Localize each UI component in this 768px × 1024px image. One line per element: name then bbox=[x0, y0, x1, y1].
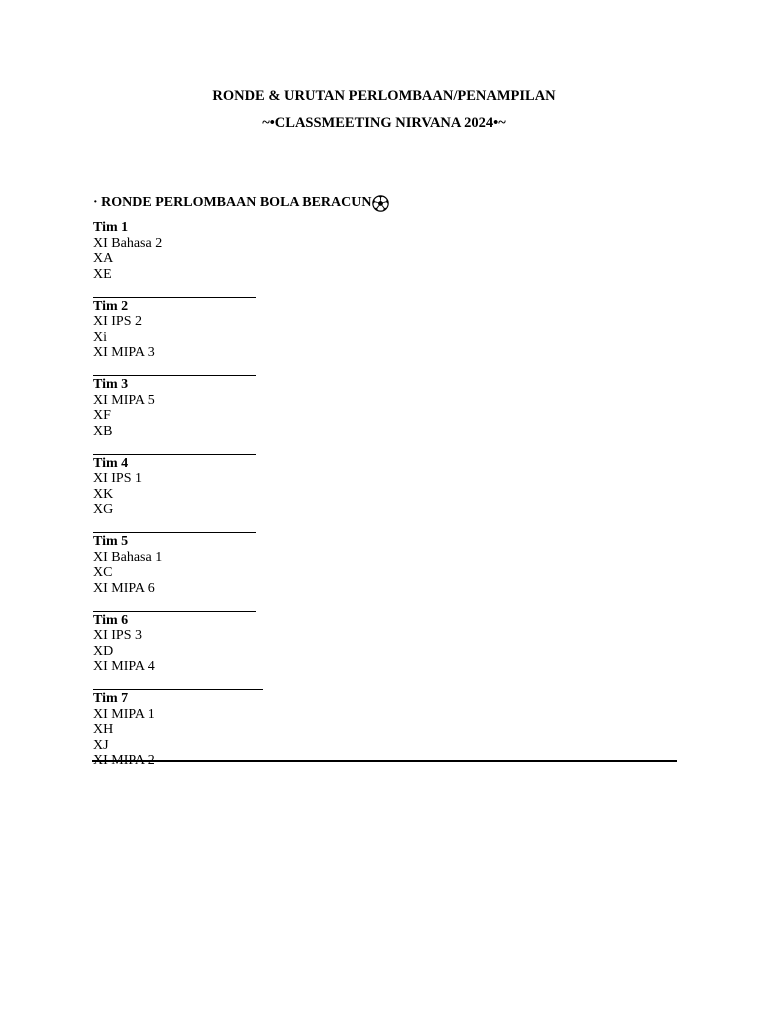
team-member: XI MIPA 4 bbox=[93, 659, 155, 674]
team-member: XK bbox=[93, 486, 114, 502]
team-block-6 bbox=[93, 613, 683, 691]
teams-list bbox=[93, 220, 683, 769]
team-member: XD bbox=[93, 643, 114, 659]
team-block-7 bbox=[93, 691, 683, 769]
document-subtitle: ~•CLASSMEETING NIRVANA 2024•~ bbox=[262, 115, 506, 131]
document-title: RONDE & URUTAN PERLOMBAAN/PENAMPILAN bbox=[212, 88, 556, 104]
team-label: Tim 5 bbox=[93, 534, 129, 549]
team-block-3 bbox=[93, 377, 683, 455]
team-label: Tim 4 bbox=[93, 455, 129, 471]
team-block-2 bbox=[93, 299, 683, 377]
team-separator bbox=[93, 361, 256, 377]
team-label: Tim 1 bbox=[93, 220, 129, 235]
section-heading bbox=[93, 194, 389, 212]
team-separator bbox=[93, 282, 256, 298]
team-member: XC bbox=[93, 565, 113, 580]
team-member: XF bbox=[93, 408, 111, 423]
team-member: XI IPS 2 bbox=[93, 314, 143, 329]
team-member: XI MIPA 1 bbox=[93, 706, 155, 722]
team-separator bbox=[93, 518, 256, 534]
team-block-1 bbox=[93, 220, 683, 298]
team-separator bbox=[93, 439, 256, 455]
soccer-ball-icon bbox=[372, 195, 389, 212]
team-label: Tim 3 bbox=[93, 377, 129, 392]
team-block-4 bbox=[93, 456, 683, 534]
team-member: XI MIPA 3 bbox=[93, 345, 155, 360]
team-member: XI IPS 3 bbox=[93, 628, 143, 643]
team-member: XI IPS 1 bbox=[93, 471, 143, 486]
team-member: XI MIPA 2 bbox=[93, 753, 155, 768]
team-label: Tim 7 bbox=[93, 691, 129, 706]
team-member: XA bbox=[93, 251, 114, 266]
team-member: XH bbox=[93, 722, 114, 737]
section-end-rule bbox=[92, 760, 677, 762]
team-member: XI MIPA 5 bbox=[93, 392, 155, 408]
team-label: Tim 2 bbox=[93, 298, 129, 314]
section-heading-text: · RONDE PERLOMBAAN BOLA BERACUN bbox=[93, 195, 372, 210]
team-member: XG bbox=[93, 502, 114, 517]
team-member: XI MIPA 6 bbox=[93, 580, 155, 596]
team-separator bbox=[93, 675, 263, 691]
team-member: XI Bahasa 1 bbox=[93, 549, 163, 565]
team-member: Xi bbox=[93, 329, 107, 345]
team-separator bbox=[93, 596, 256, 612]
team-member: XJ bbox=[93, 737, 109, 753]
team-block-5 bbox=[93, 534, 683, 612]
team-label: Tim 6 bbox=[93, 612, 129, 628]
team-member: XE bbox=[93, 266, 112, 282]
team-member: XI Bahasa 2 bbox=[93, 235, 163, 251]
team-member: XB bbox=[93, 423, 113, 439]
